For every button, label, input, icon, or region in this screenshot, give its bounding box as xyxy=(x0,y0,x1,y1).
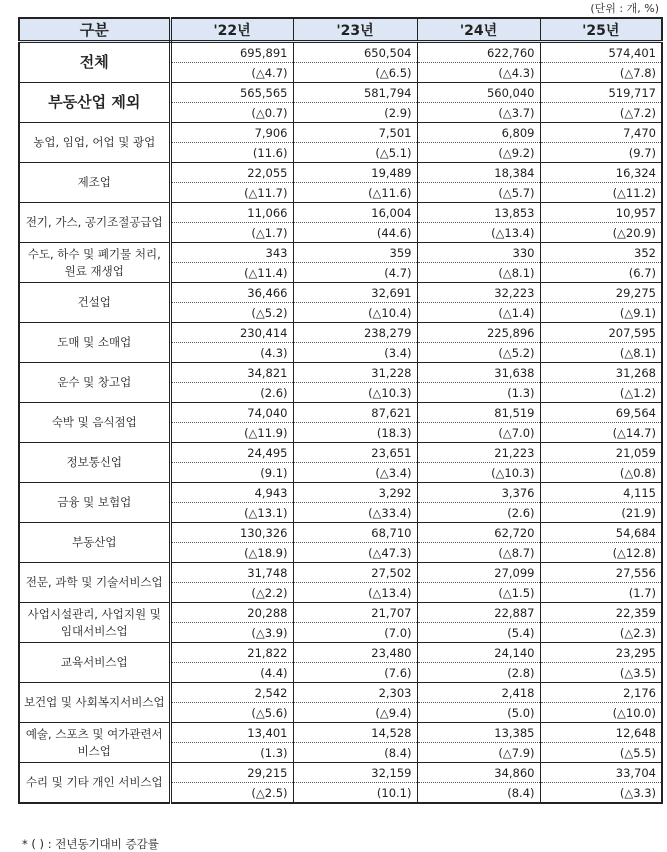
count-cell: 207,595 xyxy=(540,323,662,343)
count-cell: 560,040 xyxy=(417,83,540,103)
rate-cell: (4.7) xyxy=(293,263,417,283)
rate-cell: (4.3) xyxy=(170,343,293,363)
count-cell: 6,809 xyxy=(417,123,540,143)
count-cell: 650,504 xyxy=(293,42,417,63)
header-year-22: '22년 xyxy=(170,18,293,42)
rate-cell: (10.1) xyxy=(293,783,417,804)
table-row xyxy=(19,763,662,783)
count-cell: 12,648 xyxy=(540,723,662,743)
count-cell: 130,326 xyxy=(170,523,293,543)
count-cell: 20,288 xyxy=(170,603,293,623)
rate-cell: (△10.3) xyxy=(293,383,417,403)
rate-cell: (△3.7) xyxy=(417,103,540,123)
row-category-label: 부동산업 제외 xyxy=(19,83,170,123)
count-cell: 32,223 xyxy=(417,283,540,303)
count-cell: 24,140 xyxy=(417,643,540,663)
rate-cell: (△3.4) xyxy=(293,463,417,483)
rate-cell: (2.6) xyxy=(417,503,540,523)
count-cell: 13,401 xyxy=(170,723,293,743)
count-cell: 27,556 xyxy=(540,563,662,583)
row-category-label: 수도, 하수 및 폐기물 처리, 원료 재생업 xyxy=(19,243,170,283)
rate-cell: (21.9) xyxy=(540,503,662,523)
row-category-label: 부동산업 xyxy=(19,523,170,563)
rate-cell: (8.4) xyxy=(293,743,417,763)
row-category-label: 보건업 및 사회복지서비스업 xyxy=(19,683,170,723)
table-row xyxy=(19,283,662,303)
count-cell: 574,401 xyxy=(540,42,662,63)
count-cell: 695,891 xyxy=(170,42,293,63)
rate-cell: (△5.7) xyxy=(417,183,540,203)
rate-cell: (18.3) xyxy=(293,423,417,443)
count-cell: 225,896 xyxy=(417,323,540,343)
count-cell: 29,275 xyxy=(540,283,662,303)
rate-cell: (△7.2) xyxy=(540,103,662,123)
rate-cell: (1.3) xyxy=(170,743,293,763)
rate-cell: (2.9) xyxy=(293,103,417,123)
row-category-label: 운수 및 창고업 xyxy=(19,363,170,403)
table-row xyxy=(19,42,662,63)
table-row xyxy=(19,403,662,423)
count-cell: 359 xyxy=(293,243,417,263)
rate-cell: (5.4) xyxy=(417,623,540,643)
count-cell: 62,720 xyxy=(417,523,540,543)
rate-cell: (7.6) xyxy=(293,663,417,683)
table-row xyxy=(19,723,662,743)
rate-cell: (1.7) xyxy=(540,583,662,603)
count-cell: 2,418 xyxy=(417,683,540,703)
rate-cell: (△10.0) xyxy=(540,703,662,723)
count-cell: 14,528 xyxy=(293,723,417,743)
count-cell: 13,385 xyxy=(417,723,540,743)
rate-cell: (△7.9) xyxy=(417,743,540,763)
table-row xyxy=(19,323,662,343)
rate-cell: (5.0) xyxy=(417,703,540,723)
rate-cell: (△3.9) xyxy=(170,623,293,643)
rate-cell: (△11.2) xyxy=(540,183,662,203)
rate-cell: (2.6) xyxy=(170,383,293,403)
rate-cell: (△7.0) xyxy=(417,423,540,443)
table-body xyxy=(19,42,662,804)
table-row xyxy=(19,483,662,503)
count-cell: 4,115 xyxy=(540,483,662,503)
count-cell: 3,376 xyxy=(417,483,540,503)
table-row xyxy=(19,83,662,103)
rate-cell: (△11.9) xyxy=(170,423,293,443)
count-cell: 31,748 xyxy=(170,563,293,583)
count-cell: 2,303 xyxy=(293,683,417,703)
row-category-label: 전문, 과학 및 기술서비스업 xyxy=(19,563,170,603)
count-cell: 22,359 xyxy=(540,603,662,623)
count-cell: 34,821 xyxy=(170,363,293,383)
rate-cell: (2.8) xyxy=(417,663,540,683)
row-category-label: 예술, 스포츠 및 여가관련서비스업 xyxy=(19,723,170,763)
row-category-label: 전체 xyxy=(19,42,170,83)
rate-cell: (△20.9) xyxy=(540,223,662,243)
rate-cell: (△5.2) xyxy=(170,303,293,323)
count-cell: 21,223 xyxy=(417,443,540,463)
rate-cell: (△3.5) xyxy=(540,663,662,683)
count-cell: 23,295 xyxy=(540,643,662,663)
count-cell: 24,495 xyxy=(170,443,293,463)
table-row xyxy=(19,523,662,543)
table-row xyxy=(19,363,662,383)
rate-cell: (△1.2) xyxy=(540,383,662,403)
row-category-label: 농업, 임업, 어업 및 광업 xyxy=(19,123,170,163)
count-cell: 16,324 xyxy=(540,163,662,183)
count-cell: 23,480 xyxy=(293,643,417,663)
rate-cell: (△4.3) xyxy=(417,63,540,83)
count-cell: 343 xyxy=(170,243,293,263)
count-cell: 7,501 xyxy=(293,123,417,143)
rate-cell: (△0.8) xyxy=(540,463,662,483)
rate-cell: (△14.7) xyxy=(540,423,662,443)
count-cell: 29,215 xyxy=(170,763,293,783)
count-cell: 330 xyxy=(417,243,540,263)
table-row xyxy=(19,163,662,183)
rate-cell: (△11.4) xyxy=(170,263,293,283)
business-count-table xyxy=(18,17,663,804)
rate-cell: (△11.7) xyxy=(170,183,293,203)
table-row xyxy=(19,123,662,143)
row-category-label: 전기, 가스, 공기조절공급업 xyxy=(19,203,170,243)
rate-cell: (△8.7) xyxy=(417,543,540,563)
count-cell: 31,228 xyxy=(293,363,417,383)
count-cell: 18,384 xyxy=(417,163,540,183)
rate-cell: (△5.5) xyxy=(540,743,662,763)
count-cell: 34,860 xyxy=(417,763,540,783)
row-category-label: 사업시설관리, 사업지원 및 임대서비스업 xyxy=(19,603,170,643)
count-cell: 2,176 xyxy=(540,683,662,703)
count-cell: 3,292 xyxy=(293,483,417,503)
rate-cell: (△10.4) xyxy=(293,303,417,323)
table-row xyxy=(19,243,662,263)
rate-cell: (△8.1) xyxy=(417,263,540,283)
count-cell: 36,466 xyxy=(170,283,293,303)
rate-cell: (4.4) xyxy=(170,663,293,683)
count-cell: 32,691 xyxy=(293,283,417,303)
table-row xyxy=(19,203,662,223)
count-cell: 74,040 xyxy=(170,403,293,423)
count-cell: 352 xyxy=(540,243,662,263)
count-cell: 21,059 xyxy=(540,443,662,463)
rate-cell: (△1.4) xyxy=(417,303,540,323)
rate-cell: (△33.4) xyxy=(293,503,417,523)
count-cell: 27,502 xyxy=(293,563,417,583)
rate-cell: (△7.8) xyxy=(540,63,662,83)
table-row xyxy=(19,683,662,703)
count-cell: 4,943 xyxy=(170,483,293,503)
rate-cell: (△8.1) xyxy=(540,343,662,363)
rate-cell: (△13.4) xyxy=(417,223,540,243)
unit-note: (단위 : 개, %) xyxy=(590,2,659,15)
rate-cell: (△47.3) xyxy=(293,543,417,563)
rate-cell: (44.6) xyxy=(293,223,417,243)
count-cell: 21,822 xyxy=(170,643,293,663)
table-row xyxy=(19,643,662,663)
count-cell: 54,684 xyxy=(540,523,662,543)
count-cell: 33,704 xyxy=(540,763,662,783)
row-category-label: 도매 및 소매업 xyxy=(19,323,170,363)
count-cell: 69,564 xyxy=(540,403,662,423)
row-category-label: 숙박 및 음식점업 xyxy=(19,403,170,443)
rate-cell: (△9.4) xyxy=(293,703,417,723)
rate-cell: (9.7) xyxy=(540,143,662,163)
count-cell: 581,794 xyxy=(293,83,417,103)
rate-cell: (△2.2) xyxy=(170,583,293,603)
table-row xyxy=(19,603,662,623)
rate-cell: (△1.5) xyxy=(417,583,540,603)
count-cell: 622,760 xyxy=(417,42,540,63)
rate-cell: (△4.7) xyxy=(170,63,293,83)
rate-cell: (△6.5) xyxy=(293,63,417,83)
count-cell: 87,621 xyxy=(293,403,417,423)
count-cell: 81,519 xyxy=(417,403,540,423)
rate-cell: (3.4) xyxy=(293,343,417,363)
row-category-label: 수리 및 기타 개인 서비스업 xyxy=(19,763,170,804)
rate-cell: (△2.5) xyxy=(170,783,293,804)
rate-cell: (11.6) xyxy=(170,143,293,163)
row-category-label: 정보통신업 xyxy=(19,443,170,483)
count-cell: 22,887 xyxy=(417,603,540,623)
count-cell: 10,957 xyxy=(540,203,662,223)
rate-cell: (△9.1) xyxy=(540,303,662,323)
rate-cell: (△11.6) xyxy=(293,183,417,203)
rate-cell: (△10.3) xyxy=(417,463,540,483)
rate-cell: (8.4) xyxy=(417,783,540,804)
count-cell: 22,055 xyxy=(170,163,293,183)
rate-cell: (6.7) xyxy=(540,263,662,283)
count-cell: 31,268 xyxy=(540,363,662,383)
header-year-24: '24년 xyxy=(417,18,540,42)
count-cell: 27,099 xyxy=(417,563,540,583)
count-cell: 7,906 xyxy=(170,123,293,143)
count-cell: 31,638 xyxy=(417,363,540,383)
count-cell: 23,651 xyxy=(293,443,417,463)
rate-cell: (7.0) xyxy=(293,623,417,643)
rate-cell: (△5.6) xyxy=(170,703,293,723)
count-cell: 565,565 xyxy=(170,83,293,103)
rate-cell: (△5.2) xyxy=(417,343,540,363)
rate-cell: (△5.1) xyxy=(293,143,417,163)
rate-cell: (△13.1) xyxy=(170,503,293,523)
header-year-23: '23년 xyxy=(293,18,417,42)
rate-cell: (△12.8) xyxy=(540,543,662,563)
table-row xyxy=(19,563,662,583)
table-row xyxy=(19,443,662,463)
count-cell: 238,279 xyxy=(293,323,417,343)
rate-cell: (△0.7) xyxy=(170,103,293,123)
count-cell: 32,159 xyxy=(293,763,417,783)
header-row xyxy=(19,18,662,42)
rate-cell: (△18.9) xyxy=(170,543,293,563)
header-category: 구분 xyxy=(19,18,170,42)
rate-cell: (△3.3) xyxy=(540,783,662,804)
count-cell: 13,853 xyxy=(417,203,540,223)
count-cell: 519,717 xyxy=(540,83,662,103)
count-cell: 11,066 xyxy=(170,203,293,223)
rate-cell: (△9.2) xyxy=(417,143,540,163)
rate-cell: (△2.3) xyxy=(540,623,662,643)
rate-cell: (△1.7) xyxy=(170,223,293,243)
rate-cell: (9.1) xyxy=(170,463,293,483)
count-cell: 2,542 xyxy=(170,683,293,703)
row-category-label: 금융 및 보험업 xyxy=(19,483,170,523)
rate-cell: (△13.4) xyxy=(293,583,417,603)
count-cell: 7,470 xyxy=(540,123,662,143)
count-cell: 19,489 xyxy=(293,163,417,183)
footnote: * ( ) : 전년동기대비 증감률 xyxy=(22,837,159,851)
count-cell: 230,414 xyxy=(170,323,293,343)
header-year-25: '25년 xyxy=(540,18,662,42)
row-category-label: 건설업 xyxy=(19,283,170,323)
row-category-label: 제조업 xyxy=(19,163,170,203)
count-cell: 16,004 xyxy=(293,203,417,223)
count-cell: 68,710 xyxy=(293,523,417,543)
row-category-label: 교육서비스업 xyxy=(19,643,170,683)
count-cell: 21,707 xyxy=(293,603,417,623)
rate-cell: (1.3) xyxy=(417,383,540,403)
